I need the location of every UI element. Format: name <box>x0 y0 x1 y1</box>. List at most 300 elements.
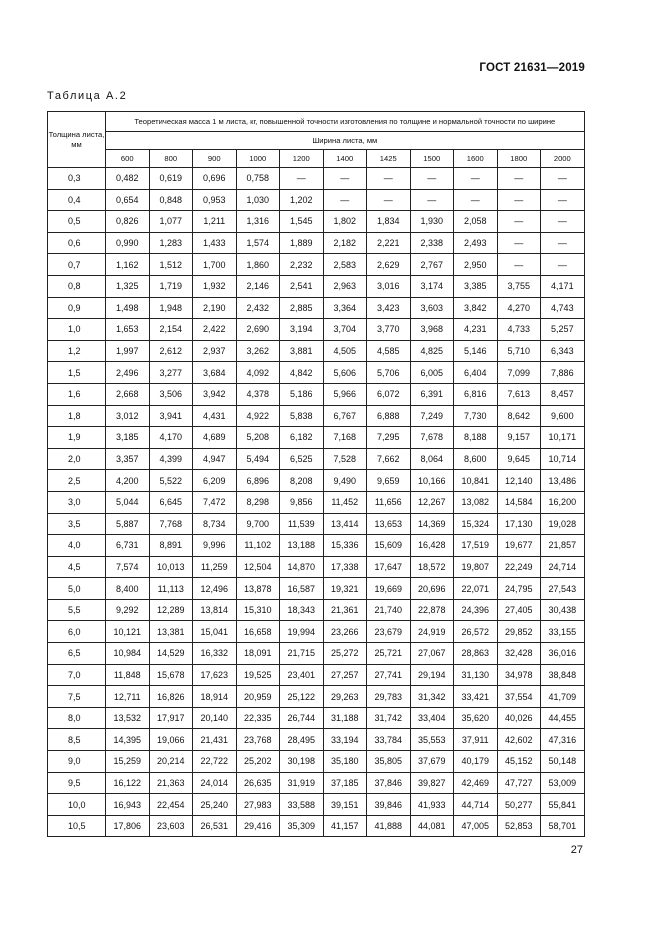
mass-cell: 24,714 <box>541 556 585 578</box>
mass-cell: 3,262 <box>236 340 280 362</box>
thickness-cell: 2,5 <box>48 470 106 492</box>
table-row <box>48 340 585 362</box>
mass-cell: 7,613 <box>497 383 541 405</box>
table-body <box>48 168 585 837</box>
mass-cell: 6,072 <box>367 383 411 405</box>
mass-cell: 7,678 <box>410 427 454 449</box>
mass-cell: 15,259 <box>106 751 150 773</box>
mass-cell: 8,188 <box>454 427 498 449</box>
width-header: Ширина листа, мм <box>106 132 585 150</box>
table-row <box>48 815 585 837</box>
mass-cell: 17,806 <box>106 815 150 837</box>
mass-cell: 18,572 <box>410 556 454 578</box>
mass-cell: 2,422 <box>193 319 237 341</box>
mass-cell: 35,180 <box>323 751 367 773</box>
mass-cell: 17,647 <box>367 556 411 578</box>
mass-cell: 15,324 <box>454 513 498 535</box>
mass-cell: 3,881 <box>280 340 324 362</box>
mass-cell: 0,619 <box>149 168 193 190</box>
mass-cell: 5,522 <box>149 470 193 492</box>
table-row <box>48 556 585 578</box>
mass-cell: 15,678 <box>149 664 193 686</box>
mass-cell: 20,140 <box>193 707 237 729</box>
width-column-header: 1400 <box>323 150 367 168</box>
table-row <box>48 168 585 190</box>
mass-cell: 42,469 <box>454 772 498 794</box>
mass-cell: 50,148 <box>541 751 585 773</box>
page-number: 27 <box>570 844 583 856</box>
mass-cell: 19,994 <box>280 621 324 643</box>
table-title: Теоретическая масса 1 м листа, кг, повышенной точности изготовления по толщине и нормальной точности по ширине <box>106 112 585 132</box>
mass-cell: 26,635 <box>236 772 280 794</box>
mass-cell: 28,863 <box>454 643 498 665</box>
mass-cell: 3,012 <box>106 405 150 427</box>
mass-cell: 37,554 <box>497 686 541 708</box>
mass-cell: — <box>497 211 541 233</box>
mass-cell: — <box>454 168 498 190</box>
mass-cell: 5,208 <box>236 427 280 449</box>
mass-cell: 37,679 <box>410 751 454 773</box>
mass-cell: 2,541 <box>280 275 324 297</box>
mass-cell: 12,289 <box>149 599 193 621</box>
mass-cell: 11,259 <box>193 556 237 578</box>
mass-cell: 35,309 <box>280 815 324 837</box>
mass-cell: 8,600 <box>454 448 498 470</box>
mass-cell: 13,082 <box>454 491 498 513</box>
mass-cell: 9,700 <box>236 513 280 535</box>
mass-cell: 5,146 <box>454 340 498 362</box>
width-column-header: 900 <box>193 150 237 168</box>
mass-cell: 21,857 <box>541 535 585 557</box>
mass-cell: 31,130 <box>454 664 498 686</box>
mass-cell: 6,896 <box>236 470 280 492</box>
mass-cell: 39,827 <box>410 772 454 794</box>
table-header <box>48 112 585 168</box>
mass-cell: 2,690 <box>236 319 280 341</box>
mass-cell: 11,102 <box>236 535 280 557</box>
mass-cell: 17,130 <box>497 513 541 535</box>
mass-cell: 12,267 <box>410 491 454 513</box>
mass-cell: 2,583 <box>323 254 367 276</box>
table-row <box>48 491 585 513</box>
mass-cell: 1,889 <box>280 232 324 254</box>
mass-cell: 14,369 <box>410 513 454 535</box>
mass-cell: 42,602 <box>497 729 541 751</box>
mass-cell: 1,653 <box>106 319 150 341</box>
table-row <box>48 772 585 794</box>
mass-cell: 36,016 <box>541 643 585 665</box>
mass-cell: 5,966 <box>323 383 367 405</box>
mass-cell: 44,081 <box>410 815 454 837</box>
mass-cell: 3,942 <box>193 383 237 405</box>
mass-cell: 2,338 <box>410 232 454 254</box>
mass-cell: 23,603 <box>149 815 193 837</box>
mass-cell: 15,609 <box>367 535 411 557</box>
mass-cell: 26,531 <box>193 815 237 837</box>
mass-cell: 40,026 <box>497 707 541 729</box>
thickness-cell: 0,4 <box>48 189 106 211</box>
mass-cell: 23,768 <box>236 729 280 751</box>
mass-cell: — <box>323 168 367 190</box>
mass-cell: 22,454 <box>149 794 193 816</box>
document-standard-header: ГОСТ 21631—2019 <box>479 62 585 74</box>
mass-cell: 20,214 <box>149 751 193 773</box>
mass-cell: 2,950 <box>454 254 498 276</box>
mass-cell: 4,922 <box>236 405 280 427</box>
mass-cell: 29,194 <box>410 664 454 686</box>
mass-table <box>47 111 585 837</box>
width-column-header: 1000 <box>236 150 280 168</box>
mass-cell: — <box>367 168 411 190</box>
mass-cell: 6,209 <box>193 470 237 492</box>
mass-cell: 16,200 <box>541 491 585 513</box>
width-column-header: 1600 <box>454 150 498 168</box>
mass-cell: 9,856 <box>280 491 324 513</box>
mass-cell: 3,174 <box>410 275 454 297</box>
mass-cell: 1,719 <box>149 275 193 297</box>
thickness-cell: 1,2 <box>48 340 106 362</box>
mass-cell: 34,978 <box>497 664 541 686</box>
mass-cell: 8,457 <box>541 383 585 405</box>
table-row <box>48 362 585 384</box>
mass-cell: 31,342 <box>410 686 454 708</box>
mass-cell: 0,990 <box>106 232 150 254</box>
mass-cell: 19,066 <box>149 729 193 751</box>
mass-cell: 24,014 <box>193 772 237 794</box>
mass-cell: 5,494 <box>236 448 280 470</box>
mass-cell: 53,009 <box>541 772 585 794</box>
table-row <box>48 383 585 405</box>
mass-cell: 4,399 <box>149 448 193 470</box>
mass-cell: 16,826 <box>149 686 193 708</box>
mass-cell: 2,937 <box>193 340 237 362</box>
table-row <box>48 578 585 600</box>
mass-cell: 1,498 <box>106 297 150 319</box>
mass-cell: 47,316 <box>541 729 585 751</box>
mass-cell: 3,968 <box>410 319 454 341</box>
thickness-cell: 9,0 <box>48 751 106 773</box>
mass-cell: 7,249 <box>410 405 454 427</box>
mass-cell: 35,805 <box>367 751 411 773</box>
mass-cell: 33,155 <box>541 621 585 643</box>
mass-cell: 5,710 <box>497 340 541 362</box>
mass-cell: 7,528 <box>323 448 367 470</box>
mass-cell: 31,188 <box>323 707 367 729</box>
mass-cell: 12,140 <box>497 470 541 492</box>
thickness-cell: 5,5 <box>48 599 106 621</box>
mass-cell: 24,396 <box>454 599 498 621</box>
mass-cell: 19,321 <box>323 578 367 600</box>
thickness-cell: 3,0 <box>48 491 106 513</box>
width-row <box>48 150 585 168</box>
thickness-cell: 2,0 <box>48 448 106 470</box>
mass-cell: 4,171 <box>541 275 585 297</box>
mass-cell: 16,587 <box>280 578 324 600</box>
thickness-cell: 9,5 <box>48 772 106 794</box>
mass-cell: 30,198 <box>280 751 324 773</box>
mass-cell: 4,092 <box>236 362 280 384</box>
mass-cell: 47,727 <box>497 772 541 794</box>
mass-cell: 22,722 <box>193 751 237 773</box>
table-row <box>48 275 585 297</box>
mass-cell: 8,734 <box>193 513 237 535</box>
mass-cell: 35,620 <box>454 707 498 729</box>
thickness-cell: 0,6 <box>48 232 106 254</box>
mass-cell: 2,154 <box>149 319 193 341</box>
mass-cell: 3,277 <box>149 362 193 384</box>
table-row <box>48 599 585 621</box>
table-row <box>48 427 585 449</box>
mass-cell: 44,714 <box>454 794 498 816</box>
mass-cell: 3,385 <box>454 275 498 297</box>
mass-cell: 7,886 <box>541 362 585 384</box>
mass-cell: 3,194 <box>280 319 324 341</box>
mass-cell: 7,472 <box>193 491 237 513</box>
mass-cell: 13,532 <box>106 707 150 729</box>
thickness-cell: 7,5 <box>48 686 106 708</box>
mass-cell: 17,519 <box>454 535 498 557</box>
mass-cell: 9,659 <box>367 470 411 492</box>
mass-cell: 41,933 <box>410 794 454 816</box>
table-row <box>48 189 585 211</box>
table-row <box>48 232 585 254</box>
table-row <box>48 448 585 470</box>
mass-cell: 33,404 <box>410 707 454 729</box>
mass-cell: 1,030 <box>236 189 280 211</box>
mass-cell: 22,249 <box>497 556 541 578</box>
mass-cell: 37,911 <box>454 729 498 751</box>
mass-cell: 29,852 <box>497 621 541 643</box>
mass-cell: 5,186 <box>280 383 324 405</box>
mass-cell: 16,943 <box>106 794 150 816</box>
mass-cell: 29,783 <box>367 686 411 708</box>
mass-cell: 11,452 <box>323 491 367 513</box>
mass-cell: — <box>541 168 585 190</box>
thickness-cell: 0,3 <box>48 168 106 190</box>
mass-cell: 2,058 <box>454 211 498 233</box>
mass-cell: 9,292 <box>106 599 150 621</box>
mass-cell: 10,841 <box>454 470 498 492</box>
mass-cell: 3,357 <box>106 448 150 470</box>
mass-cell: — <box>367 189 411 211</box>
mass-cell: 18,914 <box>193 686 237 708</box>
mass-cell: 12,504 <box>236 556 280 578</box>
mass-cell: 13,878 <box>236 578 280 600</box>
mass-cell: 11,656 <box>367 491 411 513</box>
mass-cell: 2,221 <box>367 232 411 254</box>
mass-cell: 4,825 <box>410 340 454 362</box>
mass-cell: — <box>497 254 541 276</box>
mass-cell: 7,574 <box>106 556 150 578</box>
mass-cell: 22,878 <box>410 599 454 621</box>
mass-cell: 11,539 <box>280 513 324 535</box>
mass-cell: 27,741 <box>367 664 411 686</box>
mass-cell: 38,848 <box>541 664 585 686</box>
mass-cell: 2,612 <box>149 340 193 362</box>
mass-cell: 5,044 <box>106 491 150 513</box>
table-row <box>48 643 585 665</box>
width-column-header: 1800 <box>497 150 541 168</box>
mass-cell: 10,171 <box>541 427 585 449</box>
thickness-cell: 0,5 <box>48 211 106 233</box>
mass-cell: 24,919 <box>410 621 454 643</box>
mass-cell: — <box>410 189 454 211</box>
width-column-header: 1500 <box>410 150 454 168</box>
mass-cell: 10,013 <box>149 556 193 578</box>
mass-cell: 25,721 <box>367 643 411 665</box>
mass-cell: 1,700 <box>193 254 237 276</box>
mass-cell: 4,689 <box>193 427 237 449</box>
mass-cell: 27,543 <box>541 578 585 600</box>
mass-cell: 13,814 <box>193 599 237 621</box>
mass-cell: 17,623 <box>193 664 237 686</box>
mass-cell: 4,842 <box>280 362 324 384</box>
table-row <box>48 751 585 773</box>
mass-cell: 5,887 <box>106 513 150 535</box>
mass-cell: 2,432 <box>236 297 280 319</box>
thickness-cell: 0,7 <box>48 254 106 276</box>
mass-cell: 6,731 <box>106 535 150 557</box>
thickness-cell: 1,0 <box>48 319 106 341</box>
mass-cell: 1,162 <box>106 254 150 276</box>
mass-cell: 1,433 <box>193 232 237 254</box>
mass-cell: 7,099 <box>497 362 541 384</box>
mass-cell: 16,122 <box>106 772 150 794</box>
table-row <box>48 729 585 751</box>
mass-cell: 27,257 <box>323 664 367 686</box>
mass-cell: 31,919 <box>280 772 324 794</box>
mass-cell: 1,283 <box>149 232 193 254</box>
mass-cell: 4,947 <box>193 448 237 470</box>
mass-cell: — <box>541 211 585 233</box>
mass-cell: 52,853 <box>497 815 541 837</box>
table-row <box>48 211 585 233</box>
mass-cell: 6,645 <box>149 491 193 513</box>
mass-cell: 33,784 <box>367 729 411 751</box>
mass-cell: 1,077 <box>149 211 193 233</box>
mass-cell: 6,182 <box>280 427 324 449</box>
mass-cell: 24,795 <box>497 578 541 600</box>
mass-cell: 6,525 <box>280 448 324 470</box>
mass-cell: 14,870 <box>280 556 324 578</box>
mass-cell: — <box>541 254 585 276</box>
mass-cell: 3,704 <box>323 319 367 341</box>
mass-cell: 18,091 <box>236 643 280 665</box>
width-column-header: 600 <box>106 150 150 168</box>
mass-cell: 3,941 <box>149 405 193 427</box>
mass-cell: 2,232 <box>280 254 324 276</box>
thickness-header: Толщина листа, мм <box>48 112 106 168</box>
thickness-cell: 5,0 <box>48 578 106 600</box>
table-row <box>48 664 585 686</box>
thickness-cell: 4,5 <box>48 556 106 578</box>
mass-cell: 10,121 <box>106 621 150 643</box>
mass-cell: 21,363 <box>149 772 193 794</box>
mass-cell: 6,888 <box>367 405 411 427</box>
mass-cell: 8,064 <box>410 448 454 470</box>
thickness-cell: 8,0 <box>48 707 106 729</box>
mass-cell: 29,416 <box>236 815 280 837</box>
thickness-cell: 4,0 <box>48 535 106 557</box>
mass-cell: 15,310 <box>236 599 280 621</box>
mass-cell: — <box>541 232 585 254</box>
mass-cell: 41,888 <box>367 815 411 837</box>
mass-cell: 1,948 <box>149 297 193 319</box>
mass-cell: 2,146 <box>236 275 280 297</box>
mass-cell: 3,684 <box>193 362 237 384</box>
mass-cell: 37,846 <box>367 772 411 794</box>
mass-cell: 7,768 <box>149 513 193 535</box>
mass-cell: 25,272 <box>323 643 367 665</box>
table-row <box>48 254 585 276</box>
mass-cell: 2,767 <box>410 254 454 276</box>
mass-cell: — <box>497 232 541 254</box>
mass-cell: 55,841 <box>541 794 585 816</box>
mass-cell: 2,190 <box>193 297 237 319</box>
mass-cell: 26,572 <box>454 621 498 643</box>
thickness-cell: 6,0 <box>48 621 106 643</box>
mass-cell: 39,151 <box>323 794 367 816</box>
mass-cell: 35,553 <box>410 729 454 751</box>
mass-cell: 44,455 <box>541 707 585 729</box>
mass-cell: 7,168 <box>323 427 367 449</box>
mass-cell: 32,428 <box>497 643 541 665</box>
mass-cell: 9,600 <box>541 405 585 427</box>
mass-cell: 7,662 <box>367 448 411 470</box>
mass-cell: 23,266 <box>323 621 367 643</box>
mass-cell: — <box>323 189 367 211</box>
mass-cell: 45,152 <box>497 751 541 773</box>
mass-cell: 3,770 <box>367 319 411 341</box>
mass-cell: 27,983 <box>236 794 280 816</box>
mass-cell: — <box>541 189 585 211</box>
mass-cell: 19,807 <box>454 556 498 578</box>
mass-cell: 3,423 <box>367 297 411 319</box>
mass-cell: 2,629 <box>367 254 411 276</box>
mass-cell: 9,490 <box>323 470 367 492</box>
mass-cell: 9,645 <box>497 448 541 470</box>
mass-cell: 4,200 <box>106 470 150 492</box>
mass-cell: 8,208 <box>280 470 324 492</box>
mass-cell: 47,005 <box>454 815 498 837</box>
mass-cell: 13,486 <box>541 470 585 492</box>
mass-cell: 58,701 <box>541 815 585 837</box>
thickness-cell: 1,6 <box>48 383 106 405</box>
mass-cell: 12,711 <box>106 686 150 708</box>
thickness-cell: 0,8 <box>48 275 106 297</box>
mass-cell: 1,930 <box>410 211 454 233</box>
mass-cell: — <box>497 168 541 190</box>
mass-cell: 25,240 <box>193 794 237 816</box>
mass-cell: 1,512 <box>149 254 193 276</box>
mass-cell: 6,404 <box>454 362 498 384</box>
thickness-cell: 1,5 <box>48 362 106 384</box>
table-row <box>48 513 585 535</box>
mass-cell: 18,343 <box>280 599 324 621</box>
mass-cell: 3,603 <box>410 297 454 319</box>
mass-cell: 27,067 <box>410 643 454 665</box>
mass-cell: 15,336 <box>323 535 367 557</box>
mass-cell: 22,335 <box>236 707 280 729</box>
thickness-cell: 10,0 <box>48 794 106 816</box>
mass-cell: 5,257 <box>541 319 585 341</box>
table-row <box>48 405 585 427</box>
mass-cell: 1,545 <box>280 211 324 233</box>
mass-cell: 16,332 <box>193 643 237 665</box>
mass-cell: 5,706 <box>367 362 411 384</box>
table-row <box>48 319 585 341</box>
mass-cell: 39,846 <box>367 794 411 816</box>
